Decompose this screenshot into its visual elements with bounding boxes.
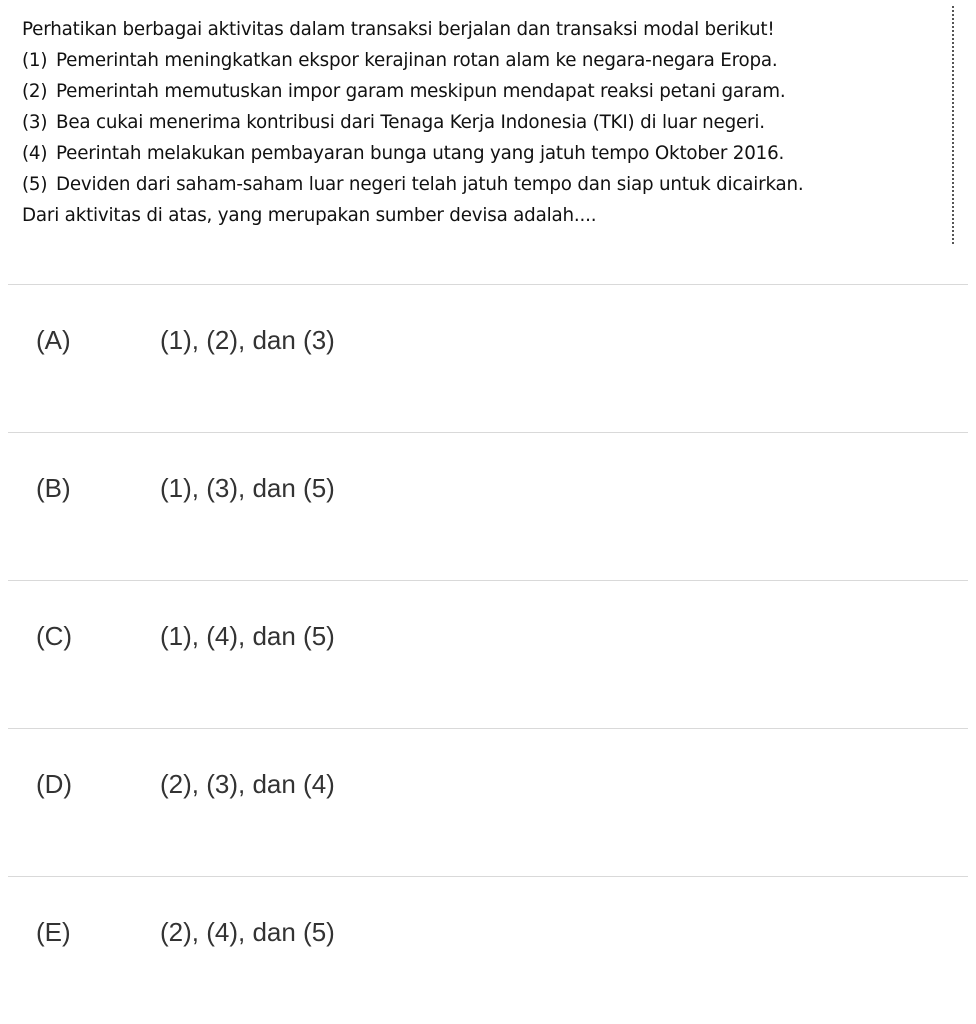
answer-options xyxy=(8,284,968,1024)
item-number: (3) xyxy=(22,112,48,133)
option-text: (1), (4), dan (5) xyxy=(160,621,335,651)
item-number: (2) xyxy=(22,81,48,102)
option-a[interactable] xyxy=(8,285,968,432)
question-prompt: Dari aktivitas di atas, yang merupakan sumber devisa adalah.... xyxy=(22,205,597,226)
option-text: (2), (3), dan (4) xyxy=(160,769,335,799)
item-number: (5) xyxy=(22,174,48,195)
item-text: Pemerintah meningkatkan ekspor kerajinan rotan alam ke negara-negara Eropa. xyxy=(56,50,778,71)
question-item-4 xyxy=(22,138,952,169)
option-b[interactable] xyxy=(8,433,968,580)
item-number: (4) xyxy=(22,143,48,164)
option-e[interactable] xyxy=(8,877,968,1024)
item-text: Deviden dari saham-saham luar negeri telah jatuh tempo dan siap untuk dicairkan. xyxy=(56,174,804,195)
option-text: (1), (2), dan (3) xyxy=(160,325,335,355)
option-letter: (E) xyxy=(36,917,71,947)
item-text: Pemerintah memutuskan impor garam meskipun mendapat reaksi petani garam. xyxy=(56,81,786,102)
question-item-1 xyxy=(22,45,952,76)
question-item-3 xyxy=(22,107,952,138)
item-text: Bea cukai menerima kontribusi dari Tenaga Kerja Indonesia (TKI) di luar negeri. xyxy=(56,112,765,133)
option-c[interactable] xyxy=(8,581,968,728)
question-intro: Perhatikan berbagai aktivitas dalam transaksi berjalan dan transaksi modal berikut! xyxy=(22,19,775,40)
item-number: (1) xyxy=(22,50,48,71)
option-text: (1), (3), dan (5) xyxy=(160,473,335,503)
question-item-2 xyxy=(22,76,952,107)
option-d[interactable] xyxy=(8,729,968,876)
option-letter: (B) xyxy=(36,473,71,503)
option-text: (2), (4), dan (5) xyxy=(160,917,335,947)
question-image xyxy=(0,0,976,250)
option-letter: (D) xyxy=(36,769,73,799)
dotted-border xyxy=(952,6,954,244)
question-text xyxy=(22,14,952,231)
option-letter: (C) xyxy=(36,621,73,651)
option-letter: (A) xyxy=(36,325,71,355)
item-text: Peerintah melakukan pembayaran bunga utang yang jatuh tempo Oktober 2016. xyxy=(56,143,785,164)
question-item-5 xyxy=(22,169,952,200)
